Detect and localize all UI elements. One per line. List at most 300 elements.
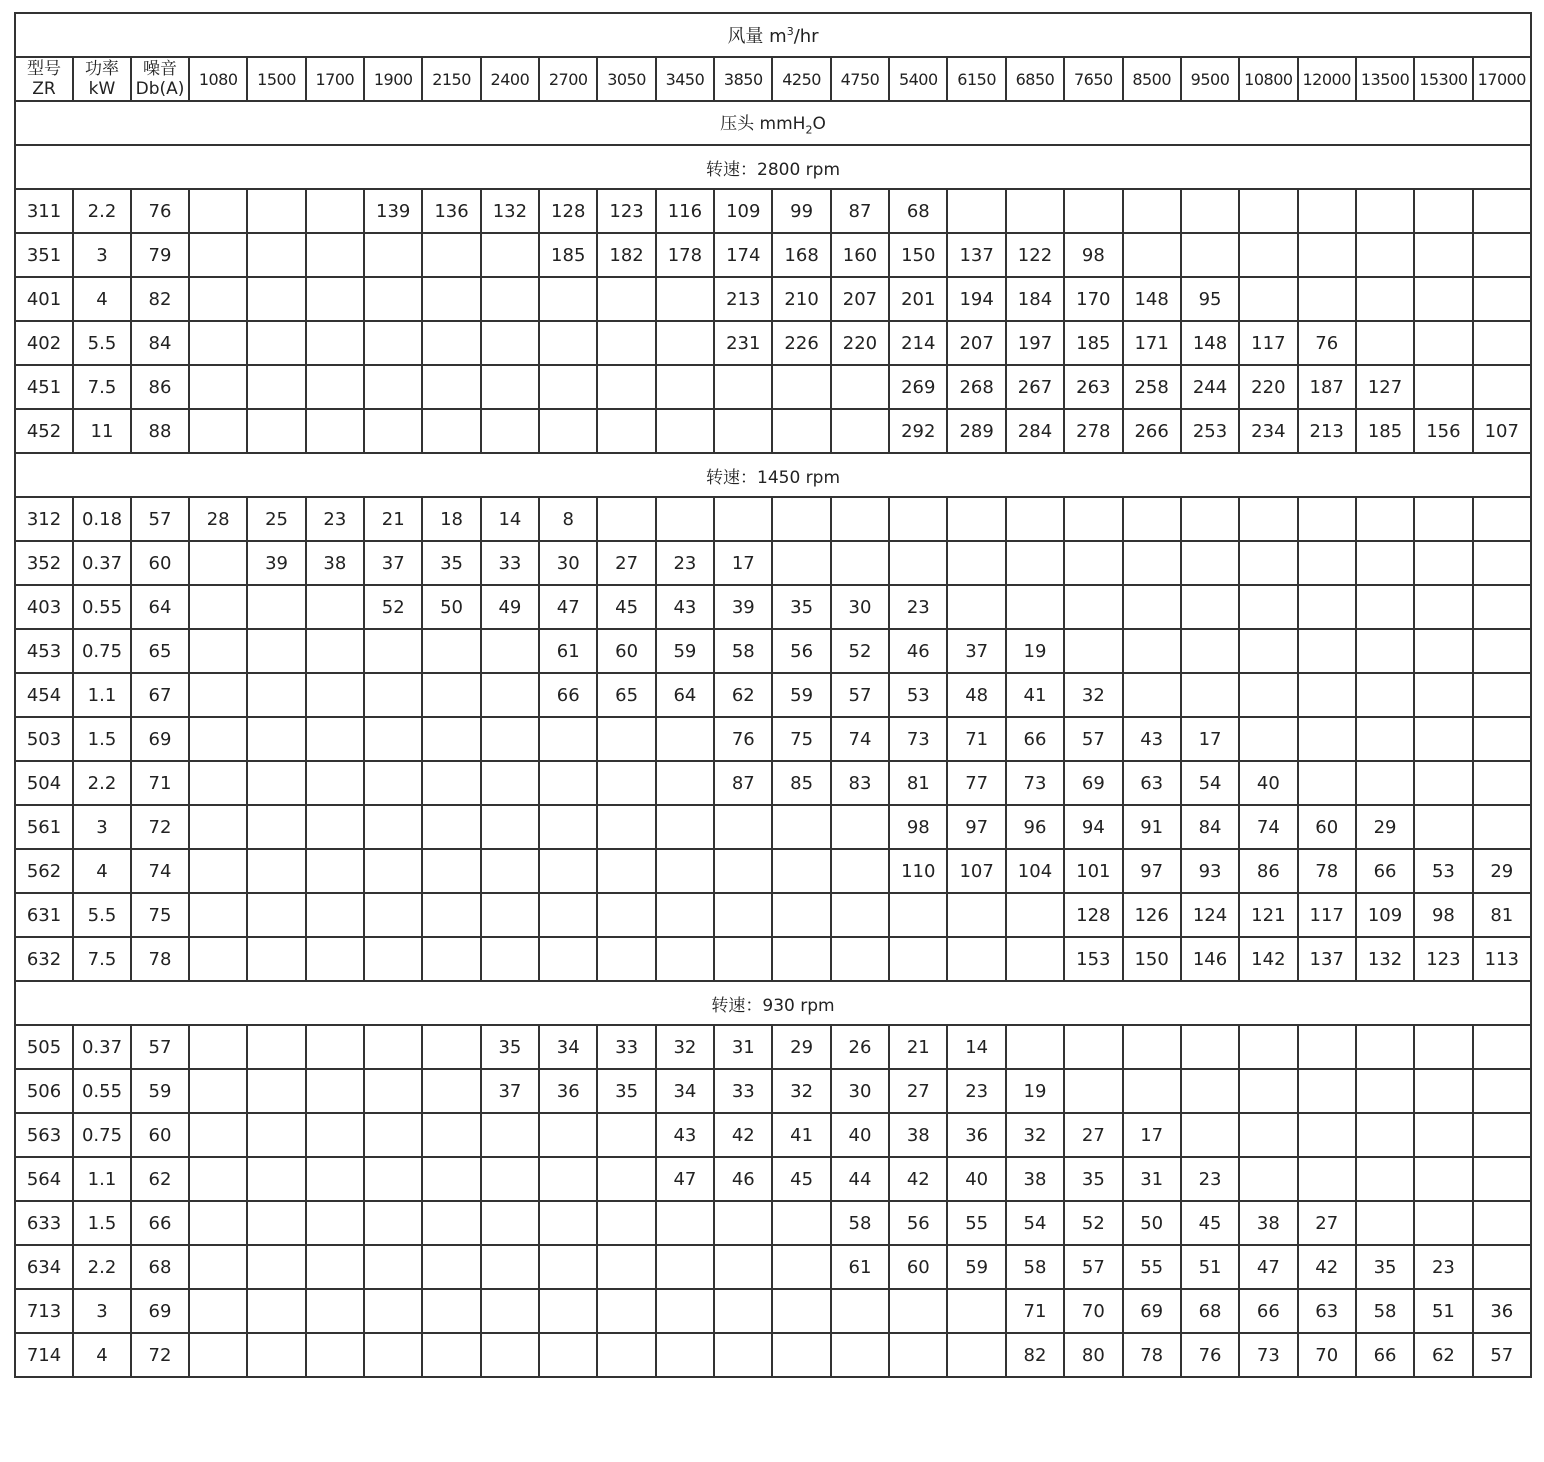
- table-row: [15, 1245, 1531, 1289]
- pressure-cell: 47: [656, 1157, 714, 1201]
- pressure-cell: [1356, 673, 1414, 717]
- pressure-cell: [772, 893, 830, 937]
- pressure-cell: 93: [1181, 849, 1239, 893]
- pressure-cell: [1298, 541, 1356, 585]
- pressure-cell: 182: [597, 233, 655, 277]
- pressure-title-row: [15, 101, 1531, 145]
- pressure-cell: 45: [772, 1157, 830, 1201]
- pressure-cell: [481, 1201, 539, 1245]
- pressure-cell: [1006, 585, 1064, 629]
- pressure-cell: 50: [1123, 1201, 1181, 1245]
- pressure-cell: [1298, 585, 1356, 629]
- pressure-cell: [481, 937, 539, 981]
- model-cell: 312: [15, 497, 73, 541]
- power-cell: 7.5: [73, 365, 131, 409]
- pressure-cell: [772, 849, 830, 893]
- pressure-cell: [656, 365, 714, 409]
- pressure-cell: [481, 629, 539, 673]
- pressure-cell: [947, 541, 1005, 585]
- pressure-cell: 56: [889, 1201, 947, 1245]
- pressure-cell: [364, 1289, 422, 1333]
- power-cell: 0.18: [73, 497, 131, 541]
- pressure-cell: [597, 277, 655, 321]
- power-cell: 0.55: [73, 585, 131, 629]
- pressure-cell: [1356, 1201, 1414, 1245]
- noise-cell: 62: [131, 1157, 189, 1201]
- pressure-cell: [831, 849, 889, 893]
- pressure-cell: 19: [1006, 629, 1064, 673]
- table-row: [15, 497, 1531, 541]
- pressure-cell: [422, 321, 480, 365]
- pressure-cell: 171: [1123, 321, 1181, 365]
- pressure-cell: [189, 585, 247, 629]
- pressure-cell: 117: [1239, 321, 1297, 365]
- pressure-cell: [831, 1333, 889, 1377]
- pressure-cell: 267: [1006, 365, 1064, 409]
- pressure-cell: [947, 497, 1005, 541]
- pressure-cell: [539, 1157, 597, 1201]
- pressure-cell: [189, 805, 247, 849]
- pressure-cell: [714, 1245, 772, 1289]
- table-row: [15, 409, 1531, 453]
- pressure-cell: [1123, 541, 1181, 585]
- pressure-cell: [364, 893, 422, 937]
- pressure-cell: [247, 1289, 305, 1333]
- pressure-cell: [364, 321, 422, 365]
- pressure-cell: [1123, 629, 1181, 673]
- pressure-cell: 234: [1239, 409, 1297, 453]
- table-row: [15, 761, 1531, 805]
- pressure-cell: [1414, 673, 1472, 717]
- pressure-cell: [189, 1113, 247, 1157]
- pressure-cell: [481, 849, 539, 893]
- pressure-cell: 197: [1006, 321, 1064, 365]
- pressure-cell: [1414, 1157, 1472, 1201]
- pressure-cell: [831, 541, 889, 585]
- header-airflow-4750: 4750: [831, 57, 889, 101]
- pressure-cell: [1414, 321, 1472, 365]
- pressure-cell: 123: [1414, 937, 1472, 981]
- power-cell: 3: [73, 1289, 131, 1333]
- pressure-cell: [714, 937, 772, 981]
- pressure-cell: [189, 409, 247, 453]
- pressure-cell: 121: [1239, 893, 1297, 937]
- header-airflow-6150: 6150: [947, 57, 1005, 101]
- power-cell: 0.75: [73, 629, 131, 673]
- pressure-cell: 36: [539, 1069, 597, 1113]
- pressure-cell: [539, 761, 597, 805]
- pressure-cell: 29: [772, 1025, 830, 1069]
- pressure-cell: 194: [947, 277, 1005, 321]
- pressure-cell: [247, 409, 305, 453]
- pressure-cell: [1298, 629, 1356, 673]
- noise-cell: 57: [131, 1025, 189, 1069]
- table-row: [15, 937, 1531, 981]
- pressure-cell: 213: [714, 277, 772, 321]
- pressure-cell: [364, 1069, 422, 1113]
- pressure-cell: 59: [772, 673, 830, 717]
- pressure-cell: 168: [772, 233, 830, 277]
- pressure-cell: 48: [947, 673, 1005, 717]
- pressure-cell: 84: [1181, 805, 1239, 849]
- noise-cell: 88: [131, 409, 189, 453]
- noise-cell: 76: [131, 189, 189, 233]
- pressure-cell: 62: [1414, 1333, 1472, 1377]
- pressure-cell: [539, 365, 597, 409]
- pressure-cell: [422, 1289, 480, 1333]
- pressure-cell: 17: [1123, 1113, 1181, 1157]
- header-model-line2: ZR: [32, 79, 56, 99]
- pressure-cell: 213: [1298, 409, 1356, 453]
- pressure-cell: [714, 365, 772, 409]
- noise-cell: 79: [131, 233, 189, 277]
- pressure-cell: 87: [714, 761, 772, 805]
- pressure-cell: [539, 1201, 597, 1245]
- header-airflow-17000: 17000: [1473, 57, 1531, 101]
- header-airflow-3450: 3450: [656, 57, 714, 101]
- pressure-cell: [364, 937, 422, 981]
- table-row: [15, 805, 1531, 849]
- pressure-cell: 76: [714, 717, 772, 761]
- pressure-cell: [247, 365, 305, 409]
- pressure-cell: [772, 1333, 830, 1377]
- pressure-cell: [889, 1333, 947, 1377]
- pressure-cell: [1473, 761, 1531, 805]
- pressure-cell: [597, 321, 655, 365]
- pressure-cell: 66: [1356, 849, 1414, 893]
- pressure-cell: [1123, 233, 1181, 277]
- pressure-cell: [831, 365, 889, 409]
- pressure-cell: [772, 409, 830, 453]
- pressure-cell: 170: [1064, 277, 1122, 321]
- table-row: [15, 365, 1531, 409]
- pressure-cell: [1181, 1113, 1239, 1157]
- pressure-cell: 231: [714, 321, 772, 365]
- header-airflow-1900: 1900: [364, 57, 422, 101]
- pressure-cell: [364, 1201, 422, 1245]
- pressure-cell: [306, 1333, 364, 1377]
- pressure-cell: [364, 717, 422, 761]
- power-cell: 4: [73, 849, 131, 893]
- pressure-cell: [422, 1069, 480, 1113]
- pressure-cell: [1356, 1157, 1414, 1201]
- pressure-cell: 33: [481, 541, 539, 585]
- pressure-cell: 27: [1298, 1201, 1356, 1245]
- pressure-cell: [1064, 1069, 1122, 1113]
- pressure-cell: [714, 1289, 772, 1333]
- pressure-cell: 69: [1123, 1289, 1181, 1333]
- pressure-cell: [247, 937, 305, 981]
- pressure-cell: [1123, 1025, 1181, 1069]
- pressure-cell: [1414, 233, 1472, 277]
- pressure-cell: [597, 1201, 655, 1245]
- pressure-cell: [481, 1333, 539, 1377]
- pressure-cell: 41: [772, 1113, 830, 1157]
- pressure-cell: 45: [597, 585, 655, 629]
- pressure-cell: 19: [1006, 1069, 1064, 1113]
- pressure-cell: [656, 717, 714, 761]
- pressure-cell: [481, 761, 539, 805]
- pressure-cell: 59: [947, 1245, 1005, 1289]
- pressure-cell: 87: [831, 189, 889, 233]
- pressure-cell: 46: [889, 629, 947, 673]
- pressure-cell: 37: [947, 629, 1005, 673]
- pressure-cell: [306, 761, 364, 805]
- pressure-cell: [947, 1333, 1005, 1377]
- pressure-cell: [247, 585, 305, 629]
- pressure-cell: [189, 189, 247, 233]
- pressure-cell: 97: [1123, 849, 1181, 893]
- noise-cell: 66: [131, 1201, 189, 1245]
- pressure-cell: [1473, 1113, 1531, 1157]
- pressure-cell: [364, 805, 422, 849]
- pressure-cell: [1473, 189, 1531, 233]
- pressure-cell: 30: [539, 541, 597, 585]
- pressure-cell: [247, 761, 305, 805]
- pressure-cell: [539, 1245, 597, 1289]
- pressure-cell: [1239, 277, 1297, 321]
- noise-cell: 78: [131, 937, 189, 981]
- pressure-cell: 81: [889, 761, 947, 805]
- pressure-cell: 116: [656, 189, 714, 233]
- pressure-cell: [656, 277, 714, 321]
- power-cell: 4: [73, 277, 131, 321]
- pressure-cell: 49: [481, 585, 539, 629]
- pressure-cell: 43: [656, 1113, 714, 1157]
- pressure-cell: [539, 717, 597, 761]
- pressure-cell: [481, 1113, 539, 1157]
- speed-section-row: [15, 981, 1531, 1025]
- pressure-cell: [1239, 189, 1297, 233]
- pressure-cell: 98: [1064, 233, 1122, 277]
- pressure-cell: 28: [189, 497, 247, 541]
- power-cell: 2.2: [73, 761, 131, 805]
- pressure-cell: 70: [1064, 1289, 1122, 1333]
- pressure-cell: 35: [772, 585, 830, 629]
- pressure-cell: [422, 629, 480, 673]
- pressure-cell: [1298, 1113, 1356, 1157]
- pressure-cell: 58: [831, 1201, 889, 1245]
- pressure-cell: [656, 1289, 714, 1333]
- pressure-cell: [656, 761, 714, 805]
- pressure-cell: 31: [1123, 1157, 1181, 1201]
- pressure-cell: 76: [1181, 1333, 1239, 1377]
- pressure-cell: 51: [1181, 1245, 1239, 1289]
- pressure-cell: [306, 585, 364, 629]
- pressure-cell: [306, 321, 364, 365]
- pressure-cell: 113: [1473, 937, 1531, 981]
- pressure-cell: [364, 409, 422, 453]
- pressure-cell: [831, 497, 889, 541]
- pressure-cell: [656, 937, 714, 981]
- pressure-cell: 57: [1473, 1333, 1531, 1377]
- header-noise-line1: 噪音: [143, 59, 177, 79]
- speed-section-label: 转速：2800 rpm: [15, 145, 1531, 189]
- pressure-cell: 43: [1123, 717, 1181, 761]
- pressure-cell: [656, 1201, 714, 1245]
- pressure-cell: [306, 365, 364, 409]
- pressure-cell: [364, 629, 422, 673]
- airflow-title-sup: 3: [786, 25, 794, 38]
- pressure-cell: 66: [1239, 1289, 1297, 1333]
- pressure-cell: [1473, 805, 1531, 849]
- pressure-cell: 41: [1006, 673, 1064, 717]
- pressure-cell: [947, 189, 1005, 233]
- pressure-cell: [189, 1157, 247, 1201]
- pressure-cell: 64: [656, 673, 714, 717]
- pressure-cell: 210: [772, 277, 830, 321]
- pressure-cell: [247, 893, 305, 937]
- model-cell: 454: [15, 673, 73, 717]
- pressure-cell: 14: [947, 1025, 1005, 1069]
- pressure-cell: [539, 805, 597, 849]
- pressure-cell: 117: [1298, 893, 1356, 937]
- pressure-cell: 109: [714, 189, 772, 233]
- header-airflow-12000: 12000: [1298, 57, 1356, 101]
- pressure-cell: [1473, 277, 1531, 321]
- pressure-cell: [772, 1245, 830, 1289]
- pressure-cell: [422, 673, 480, 717]
- table-row: [15, 717, 1531, 761]
- noise-cell: 72: [131, 1333, 189, 1377]
- pressure-cell: [1181, 541, 1239, 585]
- pressure-cell: 97: [947, 805, 1005, 849]
- pressure-cell: [597, 1289, 655, 1333]
- pressure-cell: [1298, 497, 1356, 541]
- pressure-cell: [1414, 805, 1472, 849]
- pressure-cell: [481, 1157, 539, 1201]
- pressure-cell: [1356, 497, 1414, 541]
- pressure-cell: 30: [831, 585, 889, 629]
- header-airflow-15300: 15300: [1414, 57, 1472, 101]
- header-noise: [131, 57, 189, 101]
- speed-section-row: [15, 453, 1531, 497]
- pressure-cell: [1006, 1025, 1064, 1069]
- pressure-cell: [597, 1333, 655, 1377]
- pressure-cell: [1473, 629, 1531, 673]
- pressure-cell: [306, 673, 364, 717]
- pressure-cell: [364, 365, 422, 409]
- pressure-cell: 47: [1239, 1245, 1297, 1289]
- pressure-cell: 54: [1006, 1201, 1064, 1245]
- pressure-cell: [1006, 497, 1064, 541]
- pressure-cell: 156: [1414, 409, 1472, 453]
- model-cell: 633: [15, 1201, 73, 1245]
- model-cell: 505: [15, 1025, 73, 1069]
- pressure-cell: [306, 409, 364, 453]
- pressure-cell: 63: [1123, 761, 1181, 805]
- pressure-cell: 51: [1414, 1289, 1472, 1333]
- pressure-cell: [656, 849, 714, 893]
- pressure-cell: [1473, 1069, 1531, 1113]
- pressure-cell: [1123, 189, 1181, 233]
- pressure-cell: [1473, 585, 1531, 629]
- pressure-cell: [306, 893, 364, 937]
- pressure-cell: 137: [947, 233, 1005, 277]
- pressure-cell: [889, 497, 947, 541]
- pressure-cell: [1473, 233, 1531, 277]
- pressure-cell: 61: [539, 629, 597, 673]
- pressure-cell: 253: [1181, 409, 1239, 453]
- pressure-cell: [1064, 585, 1122, 629]
- pressure-cell: [656, 321, 714, 365]
- pressure-cell: 53: [889, 673, 947, 717]
- pressure-cell: 60: [889, 1245, 947, 1289]
- pressure-cell: 220: [1239, 365, 1297, 409]
- pressure-cell: [539, 849, 597, 893]
- pressure-cell: [772, 541, 830, 585]
- pressure-cell: 71: [947, 717, 1005, 761]
- pressure-cell: [1356, 717, 1414, 761]
- table-row: [15, 893, 1531, 937]
- pressure-cell: [1473, 1025, 1531, 1069]
- pressure-cell: 78: [1298, 849, 1356, 893]
- pressure-cell: [481, 365, 539, 409]
- pressure-cell: 40: [1239, 761, 1297, 805]
- pressure-cell: 27: [889, 1069, 947, 1113]
- pressure-cell: 126: [1123, 893, 1181, 937]
- pressure-cell: [189, 277, 247, 321]
- pressure-cell: [1064, 629, 1122, 673]
- pressure-cell: 65: [597, 673, 655, 717]
- pressure-title-text: 压头 mmH: [720, 114, 806, 135]
- noise-cell: 75: [131, 893, 189, 937]
- pressure-cell: [1298, 717, 1356, 761]
- noise-cell: 67: [131, 673, 189, 717]
- pressure-cell: [422, 805, 480, 849]
- pressure-cell: [1356, 1025, 1414, 1069]
- pressure-cell: [189, 717, 247, 761]
- noise-cell: 71: [131, 761, 189, 805]
- pressure-cell: [1064, 189, 1122, 233]
- header-airflow-1700: 1700: [306, 57, 364, 101]
- pressure-cell: [656, 805, 714, 849]
- header-power-line2: kW: [88, 79, 116, 99]
- pressure-cell: 14: [481, 497, 539, 541]
- pressure-cell: [1414, 277, 1472, 321]
- pressure-cell: [1414, 1113, 1472, 1157]
- pressure-cell: [247, 1025, 305, 1069]
- pressure-cell: [189, 1025, 247, 1069]
- pressure-cell: [772, 937, 830, 981]
- pressure-cell: 132: [1356, 937, 1414, 981]
- pressure-cell: [422, 409, 480, 453]
- pressure-cell: [189, 673, 247, 717]
- pressure-cell: [772, 365, 830, 409]
- pressure-cell: 42: [1298, 1245, 1356, 1289]
- header-airflow-4250: 4250: [772, 57, 830, 101]
- pressure-cell: [306, 233, 364, 277]
- pressure-cell: [481, 1289, 539, 1333]
- pressure-cell: [481, 673, 539, 717]
- pressure-cell: 160: [831, 233, 889, 277]
- pressure-cell: [1239, 497, 1297, 541]
- pressure-cell: [189, 893, 247, 937]
- pressure-cell: 178: [656, 233, 714, 277]
- model-cell: 713: [15, 1289, 73, 1333]
- table-row: [15, 233, 1531, 277]
- pressure-cell: [1473, 321, 1531, 365]
- pressure-cell: [306, 1025, 364, 1069]
- pressure-cell: 32: [772, 1069, 830, 1113]
- header-model: [15, 57, 73, 101]
- pressure-cell: 139: [364, 189, 422, 233]
- pressure-cell: 45: [1181, 1201, 1239, 1245]
- pressure-cell: [714, 849, 772, 893]
- header-airflow-9500: 9500: [1181, 57, 1239, 101]
- pressure-cell: [189, 541, 247, 585]
- pressure-cell: [889, 541, 947, 585]
